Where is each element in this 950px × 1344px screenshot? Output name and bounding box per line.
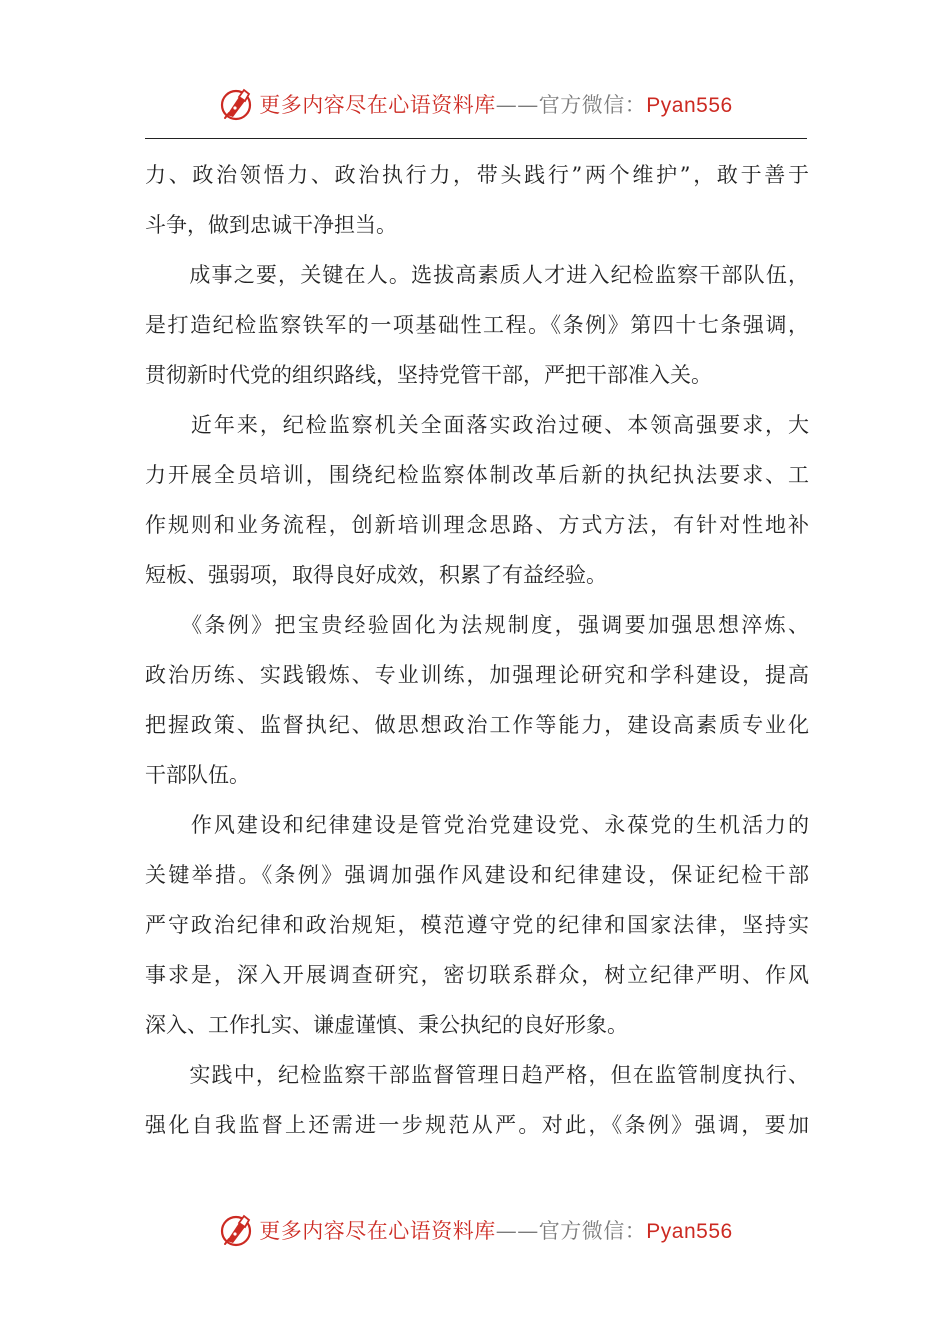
text-line: 贯彻新时代党的组织路线，坚持党管干部，严把干部准入关。: [145, 363, 712, 387]
text-line: 把握政策、监督执纪、做思想政治工作等能力，建设高素质专业化: [145, 713, 809, 737]
document-body: [145, 150, 809, 1150]
text-line: 深入、工作扎实、谦虚谨慎、秉公执纪的良好形象。: [145, 1013, 628, 1037]
footer-brand-text: 更多内容尽在心语资料库: [259, 1219, 496, 1243]
paragraph: [145, 250, 809, 400]
text-line: 严守政治纪律和政治规矩，模范遵守党的纪律和国家法律，坚持实: [145, 913, 809, 937]
paragraph: [145, 400, 809, 600]
text-line: 干部队伍。: [145, 763, 250, 787]
header-wechat-label: 官方微信：: [538, 93, 647, 117]
text-line: 作规则和业务流程，创新培训理念思路、方式方法，有针对性地补: [145, 513, 809, 537]
footer-dash: ——: [495, 1219, 539, 1243]
header-text: [259, 89, 732, 119]
text-line: 实践中，纪检监察干部监督管理日趋严格，但在监管制度执行、: [145, 1063, 809, 1087]
header-banner: [0, 82, 950, 126]
text-line: 《条例》把宝贵经验固化为法规制度，强调要加强思想淬炼、: [145, 613, 809, 637]
text-line: 近年来，纪检监察机关全面落实政治过硬、本领高强要求，大: [145, 413, 809, 437]
header-divider: [145, 138, 807, 139]
header-brand-text: 更多内容尽在心语资料库: [259, 93, 496, 117]
text-line: 事求是，深入开展调查研究，密切联系群众，树立纪律严明、作风: [145, 963, 809, 987]
footer-wechat-label: 官方微信：: [538, 1219, 647, 1243]
paragraph: [145, 1050, 809, 1150]
footer-banner: [0, 1208, 950, 1252]
text-line: 作风建设和纪律建设是管党治党建设党、永葆党的生机活力的: [145, 813, 809, 837]
footer-text: [259, 1215, 732, 1245]
header-dash: ——: [495, 93, 539, 117]
text-line: 政治历练、实践锻炼、专业训练，加强理论研究和学科建设，提高: [145, 663, 809, 687]
pen-nib-logo-icon: [217, 85, 255, 123]
text-line: 力开展全员培训，围绕纪检监察体制改革后新的执纪执法要求、工: [145, 463, 809, 487]
header-wechat-id: Pyan556: [646, 94, 733, 117]
text-line: 是打造纪检监察铁军的一项基础性工程。《条例》第四十七条强调，: [145, 313, 809, 337]
text-line: 成事之要，关键在人。选拔高素质人才进入纪检监察干部队伍，: [145, 263, 809, 287]
paragraph: [145, 150, 809, 250]
footer-wechat-id: Pyan556: [646, 1220, 733, 1243]
text-line: 关键举措。《条例》强调加强作风建设和纪律建设，保证纪检干部: [145, 863, 809, 887]
text-line: 短板、强弱项，取得良好成效，积累了有益经验。: [145, 563, 607, 587]
text-line: 强化自我监督上还需进一步规范从严。对此，《条例》强调，要加: [145, 1113, 809, 1137]
paragraph: [145, 800, 809, 1050]
text-line: 斗争，做到忠诚干净担当。: [145, 213, 397, 237]
pen-nib-logo-icon: [217, 1211, 255, 1249]
paragraph: [145, 600, 809, 800]
text-line: 力、政治领悟力、政治执行力，带头践行”两个维护”，敢于善于: [145, 163, 809, 187]
